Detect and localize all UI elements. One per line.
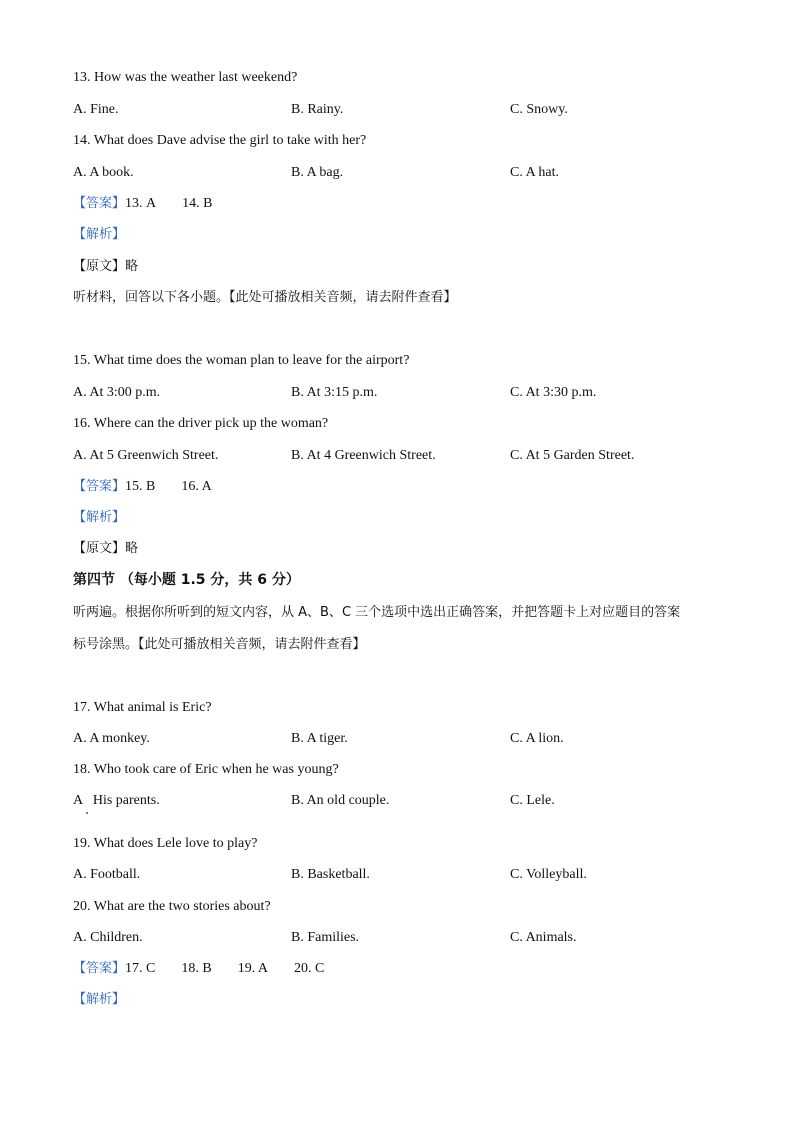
answer-tag: 【答案】 [73, 961, 126, 976]
section-instruction: 听两遍。根据你所听到的短文内容，从 A、B、C 三个选项中选出正确答案，并把答题卡上对应题目的答案 [73, 605, 681, 620]
q13-option-a: A. Fine. [73, 102, 119, 117]
q20-option-a: A. Children. [73, 930, 143, 945]
q17-option-c: C. A lion. [510, 731, 564, 746]
q13-option-b: B. Rainy. [291, 102, 344, 117]
question-14: 14. What does Dave advise the girl to take with her? [73, 133, 367, 148]
answer-value: 19. A [237, 961, 269, 976]
analysis-tag: 【解析】 [73, 992, 126, 1007]
question-15: 15. What time does the woman plan to leave for the airport? [73, 353, 410, 368]
q16-option-a: A. At 5 Greenwich Street. [73, 448, 219, 463]
original-text-line [73, 540, 138, 558]
q19-option-b: B. Basketball. [291, 867, 370, 882]
analysis-tag: 【解析】 [73, 510, 126, 525]
q19-option-a: A. Football. [73, 867, 141, 882]
q13-option-c: C. Snowy. [510, 102, 568, 117]
original-text-tag: 【原文】 [73, 541, 126, 556]
answer-value: 16. A [181, 479, 212, 494]
question-13: 13. How was the weather last weekend? [73, 70, 298, 85]
q16-option-c: C. At 5 Garden Street. [510, 448, 635, 463]
answer-line-3 [73, 960, 350, 978]
original-text-value: 略 [125, 259, 139, 274]
question-17: 17. What animal is Eric? [73, 700, 212, 715]
q17-option-a: A. A monkey. [73, 731, 150, 746]
answer-tag: 【答案】 [73, 196, 126, 211]
q14-option-a: A. A book. [73, 165, 134, 180]
q20-option-b: B. Families. [291, 930, 360, 945]
q20-option-c: C. Animals. [510, 930, 577, 945]
stray-dot [86, 812, 88, 814]
q17-option-b: B. A tiger. [291, 731, 348, 746]
original-text-line [73, 258, 138, 276]
section-instruction: 标号涂黑。【此处可播放相关音频，请去附件查看】 [73, 637, 366, 652]
q18-option-a: A His parents. [73, 793, 160, 808]
q18-option-c: C. Lele. [510, 793, 555, 808]
answer-value: 14. B [182, 196, 213, 211]
answer-value: 17. C [125, 961, 156, 976]
question-16: 16. Where can the driver pick up the woman? [73, 416, 329, 431]
q16-option-b: B. At 4 Greenwich Street. [291, 448, 436, 463]
answer-value: 13. A [125, 196, 157, 211]
question-20: 20. What are the two stories about? [73, 899, 271, 914]
answer-value: 20. C [294, 961, 325, 976]
answer-line-1 [73, 195, 238, 213]
q15-option-c: C. At 3:30 p.m. [510, 385, 597, 400]
answer-line-2 [73, 478, 238, 496]
question-18: 18. Who took care of Eric when he was young? [73, 762, 339, 777]
q19-option-c: C. Volleyball. [510, 867, 587, 882]
answer-tag: 【答案】 [73, 479, 126, 494]
question-19: 19. What does Lele love to play? [73, 836, 258, 851]
answer-value: 15. B [125, 479, 156, 494]
listening-instruction: 听材料，回答以下各小题。【此处可播放相关音频，请去附件查看】 [73, 290, 457, 305]
section-heading: 第四节 （每小题 1.5 分，共 6 分） [73, 572, 300, 588]
analysis-tag: 【解析】 [73, 227, 126, 242]
original-text-value: 略 [125, 541, 139, 556]
q14-option-c: C. A hat. [510, 165, 560, 180]
q14-option-b: B. A bag. [291, 165, 344, 180]
q15-option-b: B. At 3:15 p.m. [291, 385, 378, 400]
answer-value: 18. B [181, 961, 212, 976]
q15-option-a: A. At 3:00 p.m. [73, 385, 161, 400]
original-text-tag: 【原文】 [73, 259, 126, 274]
q18-option-b: B. An old couple. [291, 793, 390, 808]
